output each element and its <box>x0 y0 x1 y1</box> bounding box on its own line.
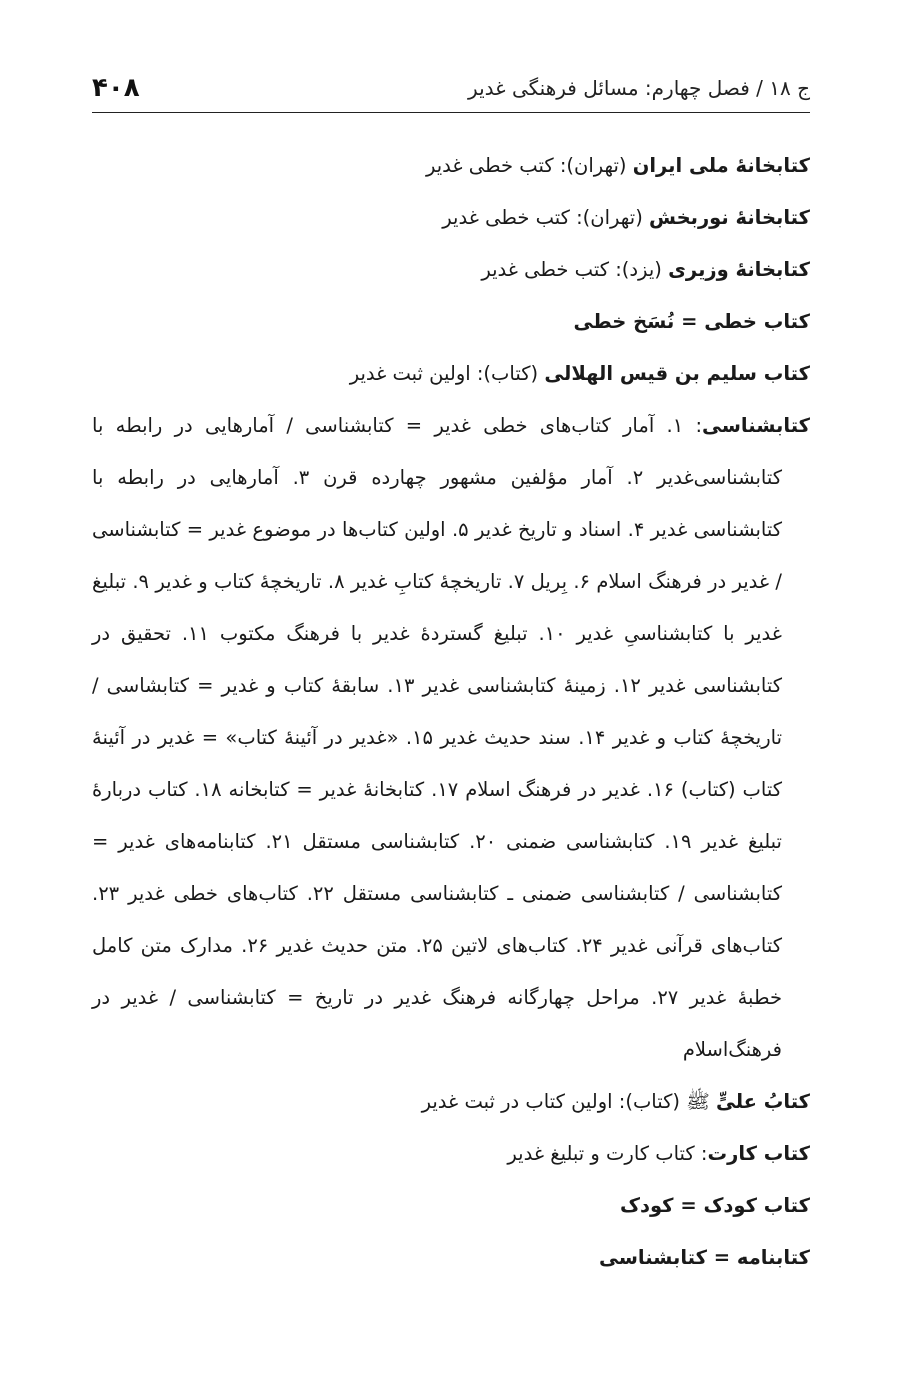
index-entry-bibliography <box>92 400 810 1076</box>
entry-term: کتاب کودک = کودک <box>619 1194 810 1217</box>
page-number: ۴۰۸ <box>92 73 140 103</box>
entry-text: : کتاب کارت و تبلیغ غدیر <box>507 1142 708 1165</box>
index-entry <box>92 1076 810 1128</box>
entry-text: : ۱. آمار کتاب‌های خطی غدیر = کتابشناسی / آمارهایی در رابطه با کتابشناسی‌غدیر ۲. آمار مؤلفین مشهور چهارده قرن ۳. آمارهایی در رابطه با کتابشناسی غدیر ۴. اسناد و تاریخ غدیر ۵. اولین کتاب‌ها در موضوع غدیر = کتابشناسی / غدیر در فرهنگ اسلام ۶. بِریل ۷. تاریخچهٔ کتابِ غدیر ۸. تاریخچهٔ کتاب و غدیر ۹. تبلیغ غدیر با کتابشناسیِ غدیر ۱۰. تبلیغ گستردهٔ غدیر با فرهنگ مکتوب ۱۱. تحقیق در کتابشناسی غدیر ۱۲. زمینهٔ کتابشناسی غدیر ۱۳. سابقهٔ کتاب و غدیر = کتابشاسی / تاریخچهٔ کتاب و غدیر ۱۴. سند حدیث غدیر ۱۵. «غدیر در آئینهٔ کتاب» = غدیر در آئینهٔ کتاب (کتاب) ۱۶. غدیر در فرهنگ اسلام ۱۷. کتابخانهٔ غدیر = کتابخانه ۱۸. کتاب دربارهٔ تبلیغ غدیر ۱۹. کتابشناسی ضمنی ۲۰. کتابشناسی مستقل ۲۱. کتابنامه‌های غدیر = کتابشناسی / کتابشناسی ضمنی ـ کتابشناسی مستقل ۲۲. کتاب‌های خطی غدیر ۲۳. کتاب‌های قرآنی غدیر ۲۴. کتاب‌های لاتین ۲۵. متن حدیث غدیر ۲۶. مدارک متن کامل خطبهٔ غدیر ۲۷. مراحل چهارگانه فرهنگ غدیر در تاریخ = کتابشناسی / غدیر در فرهنگ‌اسلام <box>92 414 783 1061</box>
entry-term: کتابخانهٔ نوربخش <box>649 206 810 229</box>
entry-term: کتابخانهٔ وزیری <box>668 258 810 281</box>
entry-text: (کتاب): اولین ثبت غدیر <box>349 362 545 385</box>
index-entries <box>92 140 810 1284</box>
entry-text: (یزد): کتب خطی غدیر <box>481 258 669 281</box>
running-title: ج ۱۸ / فصل چهارم: مسائل فرهنگی غدیر <box>468 76 810 100</box>
entry-term: کتابنامه = کتابشناسی <box>598 1246 810 1269</box>
entry-term: کتابخانهٔ ملی ایران <box>632 154 810 177</box>
index-entry <box>92 192 810 244</box>
index-entry <box>92 296 810 348</box>
index-entry <box>92 1128 810 1180</box>
index-entry <box>92 140 810 192</box>
entry-term: کتاب خطی = نُسَخ خطی <box>573 310 810 333</box>
entry-term: کتاب کارت <box>707 1142 810 1165</box>
page-header <box>92 64 810 113</box>
index-entry <box>92 348 810 400</box>
entry-text: ﷺ (کتاب): اولین کتاب در ثبت غدیر <box>421 1090 716 1113</box>
entry-text: (تهران): کتب خطی غدیر <box>425 154 633 177</box>
entry-text: (تهران): کتب خطی غدیر <box>442 206 650 229</box>
entry-term: کتاب سلیم بن قیس الهلالی <box>544 362 810 385</box>
entry-term: کتابشناسی <box>702 414 810 437</box>
index-entry <box>92 1180 810 1232</box>
entry-term: کتابُ علیٍّ <box>715 1090 810 1113</box>
index-entry <box>92 1232 810 1284</box>
index-entry <box>92 244 810 296</box>
